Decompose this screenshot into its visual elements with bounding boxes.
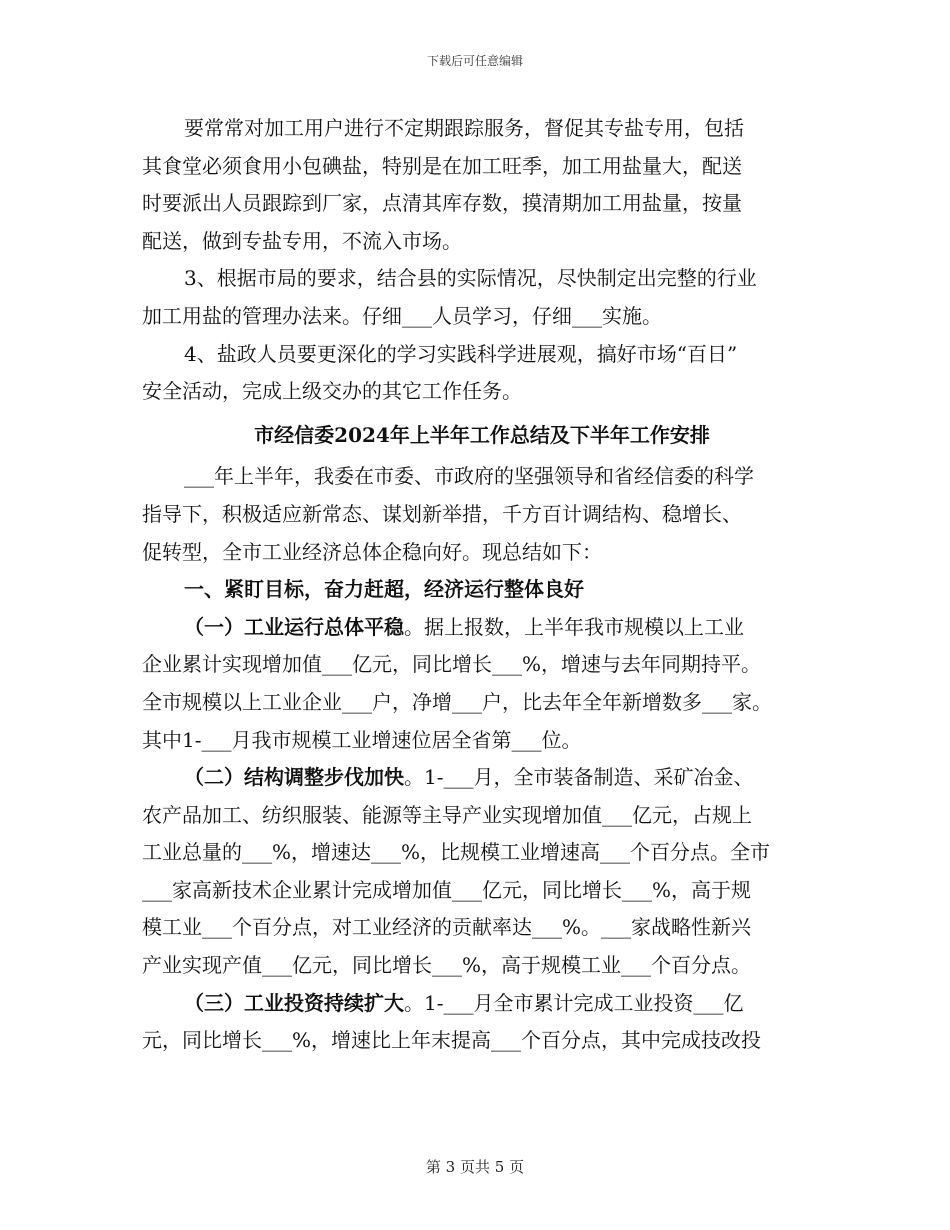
subsection-2 <box>142 759 822 985</box>
text-line <box>142 985 822 1023</box>
text-line: ___年上半年，我委在市委、市政府的坚强领导和省经信委的科学 <box>184 464 754 489</box>
text-line: 促转型，全市工业经济总体企稳向好。现总结如下： <box>142 539 602 564</box>
text-line: 产业实现产值___亿元，同比增长___%，高于规模工业___个百分点。 <box>142 953 752 978</box>
document-title: 市经信委2024年上半年工作总结及下半年工作安排 <box>254 422 710 447</box>
page-header: 下载后可任意编辑 <box>426 54 523 68</box>
text-line: ___家高新技术企业累计完成增加值___亿元，同比增长___%，高于规 <box>142 877 752 902</box>
text-line: 指导下，积极适应新常态、谋划新举措，千方百计调结构、稳增长、 <box>142 501 742 526</box>
section-1-heading: 一、紧盯目标，奋力赶超，经济运行整体良好 <box>184 577 584 602</box>
text-line: 时要派出人员跟踪到厂家，点清其库存数，摸清期加工用盐量，按量 <box>142 191 742 216</box>
text-line: 模工业___个百分点，对工业经济的贡献率达___%。___家战略性新兴 <box>142 915 752 940</box>
text-line: 加工用盐的管理办法来。仔细___人员学习，仔细___实施。 <box>142 303 662 328</box>
subsection-lead: （三）工业投资持续扩大 <box>184 990 404 1015</box>
text-line: 企业累计实现增加值___亿元，同比增长___%，增速与去年同期持平。 <box>142 652 762 677</box>
text-line: 全市规模以上工业企业___户，净增___户，比去年全年新增数多___家。 <box>142 689 772 714</box>
text-line: 3、根据市局的要求，结合县的实际情况，尽快制定出完整的行业 <box>184 266 757 291</box>
document-body <box>142 110 822 1060</box>
text-line: 农产品加工、纺织服装、能源等主导产业实现增加值___亿元，占规上 <box>142 802 752 827</box>
subsection-lead: （二）结构调整步伐加快 <box>184 765 404 790</box>
text-line: 其食堂必须食用小包碘盐，特别是在加工旺季，加工用盐量大，配送 <box>142 153 742 178</box>
text-line <box>142 609 822 647</box>
paragraph-3 <box>142 336 822 411</box>
text-line: 配送，做到专盐专用，不流入市场。 <box>142 228 462 253</box>
text-line: 要常常对加工用户进行不定期跟踪服务，督促其专盐专用，包括 <box>184 116 744 140</box>
text-line: 4、盐政人员要更深化的学习实践科学进展观，搞好市场“百日” <box>184 341 738 366</box>
subsection-text: 。1-___月全市累计完成工业投资___亿 <box>404 990 744 1015</box>
subsection-text: 。1-___月，全市装备制造、采矿冶金、 <box>404 765 754 790</box>
text-line: 元，同比增长___%，增速比上年末提高___个百分点，其中完成技改投 <box>142 1028 762 1053</box>
subsection-3 <box>142 985 822 1060</box>
page-footer: 第 3 页共 5 页 <box>425 1158 525 1176</box>
text-line: 安全活动，完成上级交办的其它工作任务。 <box>142 379 522 404</box>
text-line: 工业总量的___%，增速达___%，比规模工业增速高___个百分点。全市 <box>142 840 771 865</box>
section-heading <box>142 571 822 609</box>
subsection-lead: （一）工业运行总体平稳 <box>184 614 404 639</box>
subsection-text: 。据上报数，上半年我市规模以上工业 <box>404 614 744 639</box>
intro-paragraph <box>142 458 822 571</box>
text-line: 其中1-___月我市规模工业增速位居全省第___位。 <box>142 727 582 752</box>
text-line <box>142 759 822 797</box>
subsection-1 <box>142 609 822 759</box>
paragraph-2 <box>142 260 822 335</box>
paragraph-1 <box>142 110 822 260</box>
